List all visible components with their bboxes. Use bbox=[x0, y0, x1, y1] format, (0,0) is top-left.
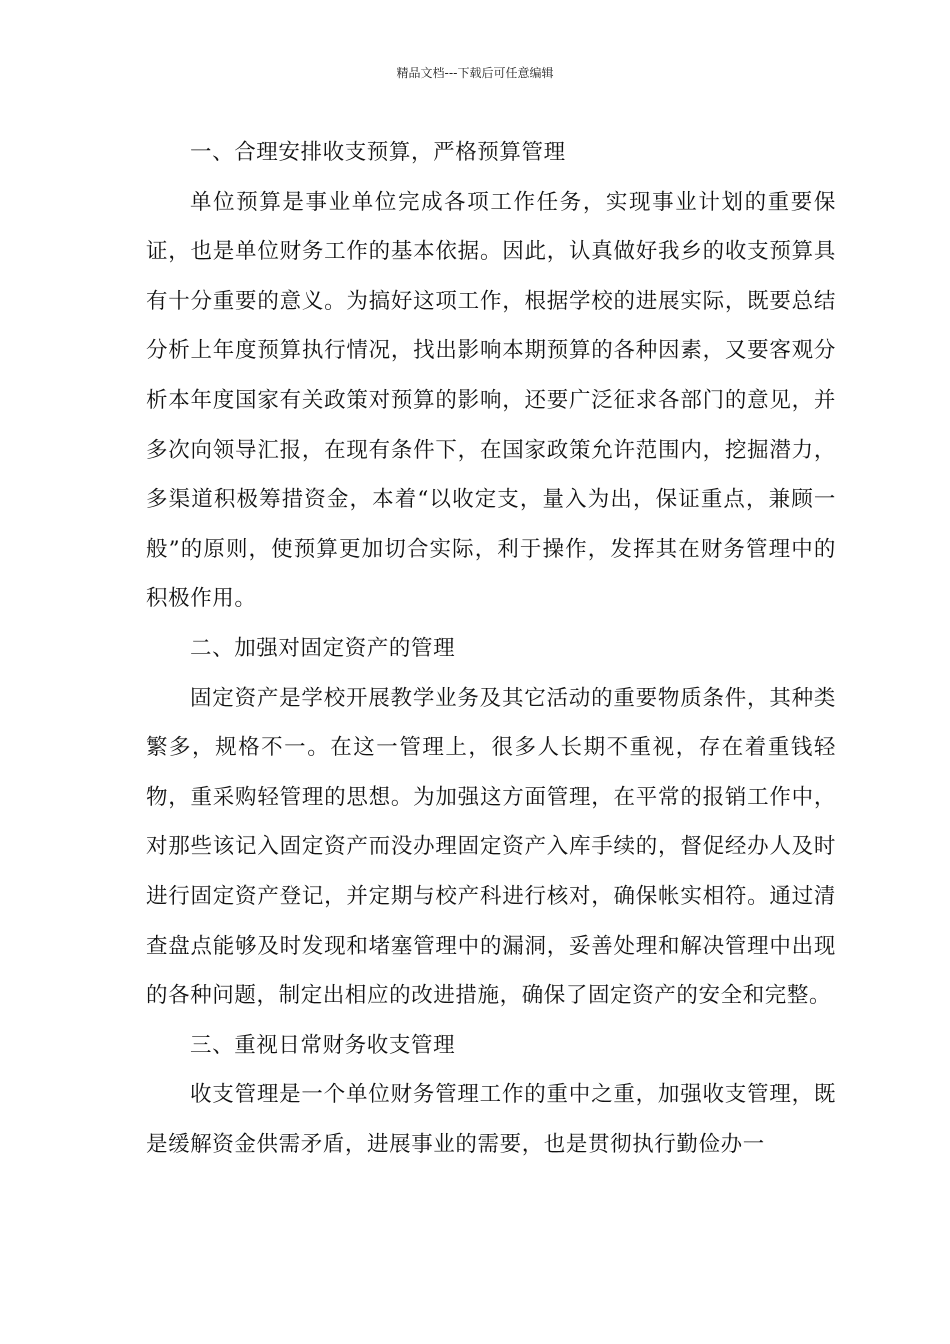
section-paragraph-1: 单位预算是事业单位完成各项工作任务，实现事业计划的重要保证，也是单位财务工作的基本依据。因此，认真做好我乡的收支预算具有十分重要的意义。为搞好这项工作，根据学校的进展实际，既要总结分析上年度预算执行情况，找出影响本期预算的各种因素，又要客观分析本年度国家有关政策对预算的影响，还要广泛征求各部门的意见，并多次向领导汇报，在现有条件下，在国家政策允许范围内，挖掘潜力，多渠道积极筹措资金，本着“以收定支，量入为出，保证重点，兼顾一般”的原则，使预算更加切合实际，利于操作，发挥其在财务管理中的积极作用。 bbox=[146, 189, 836, 612]
section-heading-2: 二、加强对固定资产的管理 bbox=[190, 635, 456, 661]
section-paragraph-2: 固定资产是学校开展教学业务及其它活动的重要物质条件，其种类繁多，规格不一。在这一管理上，很多人长期不重视，存在着重钱轻物，重采购轻管理的思想。为加强这方面管理，在平常的报销工作中，对那些该记入固定资产而没办理固定资产入库手续的，督促经办人及时进行固定资产登记，并定期与校产科进行核对，确保帐实相符。通过清查盘点能够及时发现和堵塞管理中的漏洞，妥善处理和解决管理中出现的各种问题，制定出相应的改进措施，确保了固定资产的安全和完整。 bbox=[146, 685, 836, 1009]
section-heading-1: 一、合理安排收支预算，严格预算管理 bbox=[190, 140, 566, 165]
section-paragraph-3: 收支管理是一个单位财务管理工作的重中之重，加强收支管理，既是缓解资金供需矛盾，进展事业的需要，也是贯彻执行勤俭办一 bbox=[146, 1082, 836, 1157]
page-header: 精品文档---下载后可任意编辑 bbox=[396, 66, 554, 80]
document-body bbox=[146, 128, 836, 1169]
section-heading-3: 三、重视日常财务收支管理 bbox=[190, 1032, 456, 1058]
